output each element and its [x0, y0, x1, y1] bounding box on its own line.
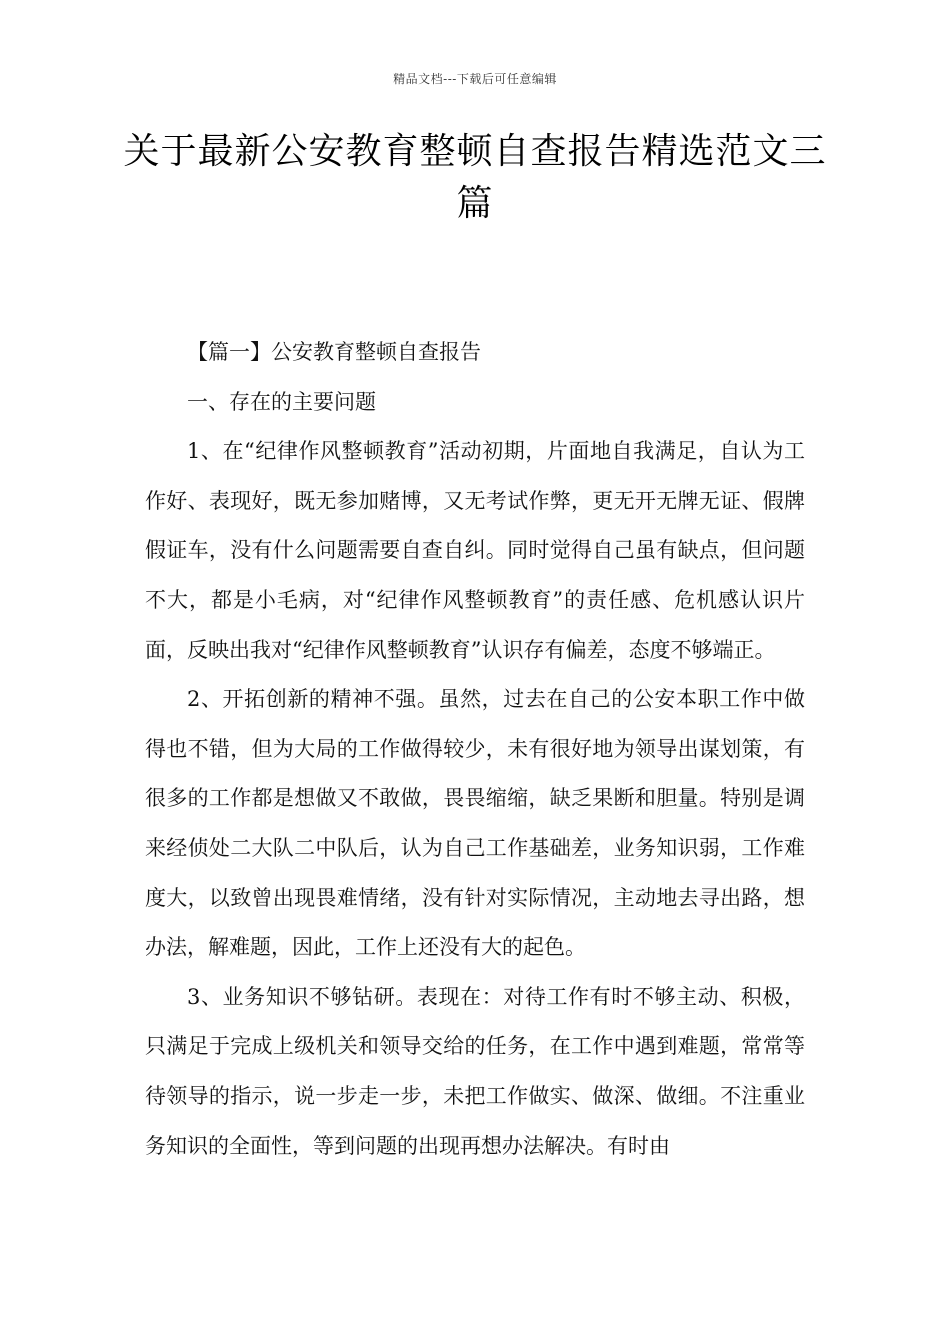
document-body: [145, 328, 805, 1171]
subheading: 一、存在的主要问题: [187, 389, 376, 414]
paragraph-2: 2、开拓创新的精神不强。虽然，过去在自己的公安本职工作中做得也不错，但为大局的工作做得较少，未有很好地为领导出谋划策，有很多的工作都是想做又不敢做，畏畏缩缩，缺乏果断和胆量。特别是调来经侦处二大队二中队后，认为自己工作基础差，业务知识弱，工作难度大，以致曾出现畏难情绪，没有针对实际情况，主动地去寻出路，想办法，解难题，因此，工作上还没有大的起色。: [145, 687, 805, 960]
document-title: 关于最新公安教育整顿自查报告精选范文三篇: [123, 131, 827, 224]
paragraph-3: 3、业务知识不够钻研。表现在：对待工作有时不够主动、积极，只满足于完成上级机关和领导交给的任务，在工作中遇到难题，常常等待领导的指示，说一步走一步，未把工作做实、做深、做细。不注重业务知识的全面性，等到问题的出现再想办法解决。有时由: [145, 984, 805, 1158]
paragraph-1: 1、在“纪律作风整顿教育”活动初期，片面地自我满足，自认为工作好、表现好，既无参加赌博，又无考试作弊，更无开无牌无证、假牌假证车，没有什么问题需要自查自纠。同时觉得自己虽有缺点，但问题不大，都是小毛病，对“纪律作风整顿教育”的责任感、危机感认识片面，反映出我对“纪律作风整顿教育”认识存有偏差，态度不够端正。: [145, 439, 805, 662]
header-note: 精品文档---下载后可任意编辑: [393, 72, 557, 86]
section-heading: 【篇一】公安教育整顿自查报告: [187, 340, 481, 364]
